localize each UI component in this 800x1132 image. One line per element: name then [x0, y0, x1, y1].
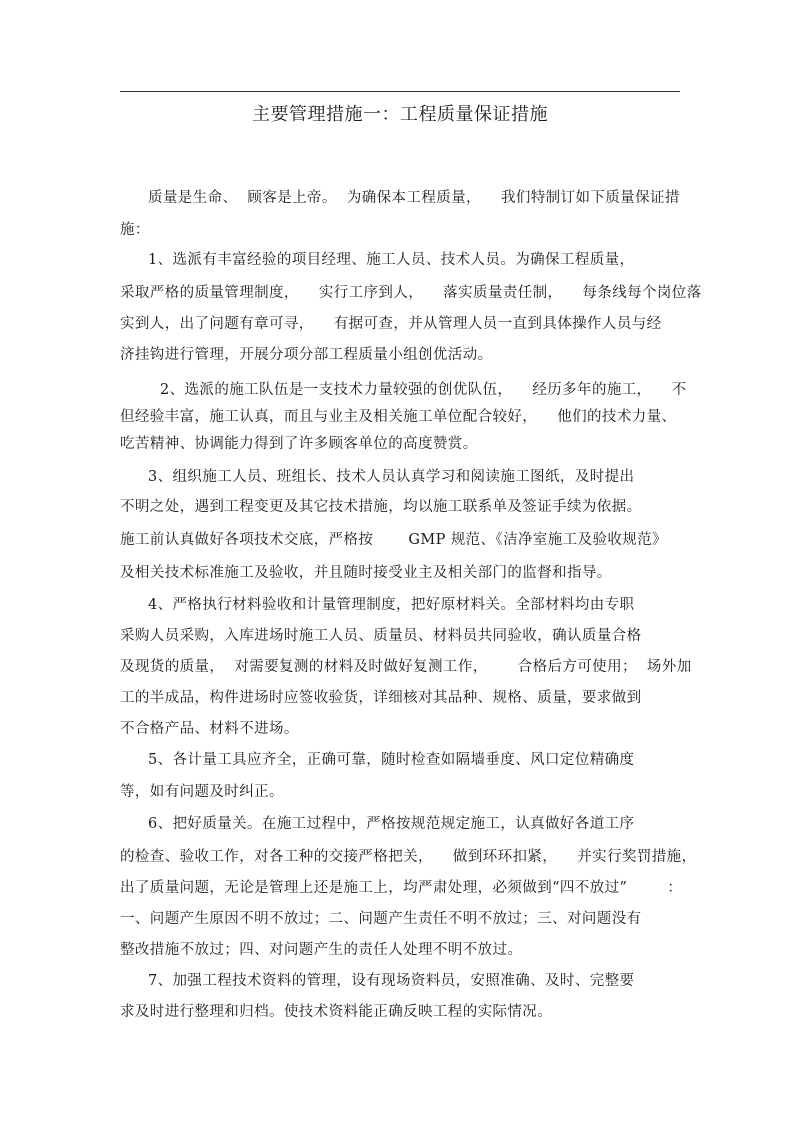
header-rule: [120, 91, 680, 92]
paragraph-line: 但经验丰富，施工认真，而且与业主及相关施工单位配合较好， 他们的技术力量、: [120, 409, 677, 425]
paragraph-line: 质量是生命、 顾客是上帝。 为确保本工程质量， 我们特制订如下质量保证措: [148, 190, 680, 206]
paragraph-line: 1、选派有丰富经验的项目经理、施工人员、技术人员。为确保工程质量，: [148, 252, 635, 268]
paragraph-line: 的检查、验收工作，对各工种的交接严格把关， 做到环环扣紧， 并实行奖罚措施，: [120, 849, 697, 865]
paragraph-line: 不合格产品、材料不进场。: [120, 721, 299, 737]
paragraph-line: 济挂钩进行管理，开展分项分部工程质量小组创优活动。: [120, 347, 493, 363]
paragraph-line: 采取严格的质量管理制度， 实行工序到人， 落实质量责任制， 每条线每个岗位落: [120, 285, 702, 301]
paragraph-line: 实到人，出了问题有章可寻， 有据可查，并从管理人员一直到具体操作人员与经: [120, 316, 662, 332]
paragraph-line: 4、严格执行材料验收和计量管理制度，把好原材料关。全部材料均由专职: [148, 597, 635, 613]
paragraph-line: 采购人员采购，入库进场时施工人员、质量员、材料员共同验收，确认质量合格: [120, 628, 642, 644]
paragraph-line: 吃苦精神、协调能力得到了许多顾客单位的高度赞赏。: [120, 436, 478, 452]
page-title: 主要管理措施一：工程质量保证措施: [252, 104, 548, 125]
paragraph-line: 7、加强工程技术资料的管理，设有现场资料员，安照准确、及时、完整要: [148, 973, 635, 989]
paragraph-line: 及相关技术标准施工及验收，并且随时接受业主及相关部门的监督和指导。: [120, 565, 612, 581]
paragraph-line: 5、各计量工具应齐全，正确可靠，随时检查如隔墙垂度、风口定位精确度: [148, 752, 635, 768]
paragraph-line: 施：: [120, 222, 150, 238]
paragraph-line: 等，如有问题及时纠正。: [120, 784, 284, 800]
paragraph-line: 一、问题产生原因不明不放过；二、问题产生责任不明不放过；三、对问题没有: [120, 911, 642, 927]
paragraph-line: 2、选派的施工队伍是一支技术力量较强的创优队伍， 经历多年的施工， 不: [160, 382, 687, 398]
paragraph-line: 及现货的质量， 对需要复测的材料及时做好复测工作， 合格后方可使用； 场外加: [120, 659, 692, 675]
paragraph-line: 3、组织施工人员、班组长、技术人员认真学习和阅读施工图纸，及时提出: [148, 469, 635, 485]
paragraph-line: 工的半成品，构件进场时应签收验货，详细核对其品种、规格、质量，要求做到: [120, 690, 642, 706]
paragraph-line: 不明之处，遇到工程变更及其它技术措施，均以施工联系单及签证手续为依据。: [120, 499, 642, 515]
paragraph-line: 整改措施不放过；四、对问题产生的责任人处理不明不放过。: [120, 942, 523, 958]
paragraph-line: 施工前认真做好各项技术交底，严格按 GMP 规范、《洁净室施工及验收规范》: [120, 532, 668, 548]
paragraph-line: 出了质量问题，无论是管理上还是施工上，均严肃处理，必须做到“四不放过” ：: [120, 880, 683, 896]
paragraph-line: 6、把好质量关。在施工过程中，严格按规范规定施工，认真做好各道工序: [148, 816, 635, 832]
paragraph-line: 求及时进行整理和归档。使技术资料能正确反映工程的实际情况。: [120, 1004, 553, 1020]
